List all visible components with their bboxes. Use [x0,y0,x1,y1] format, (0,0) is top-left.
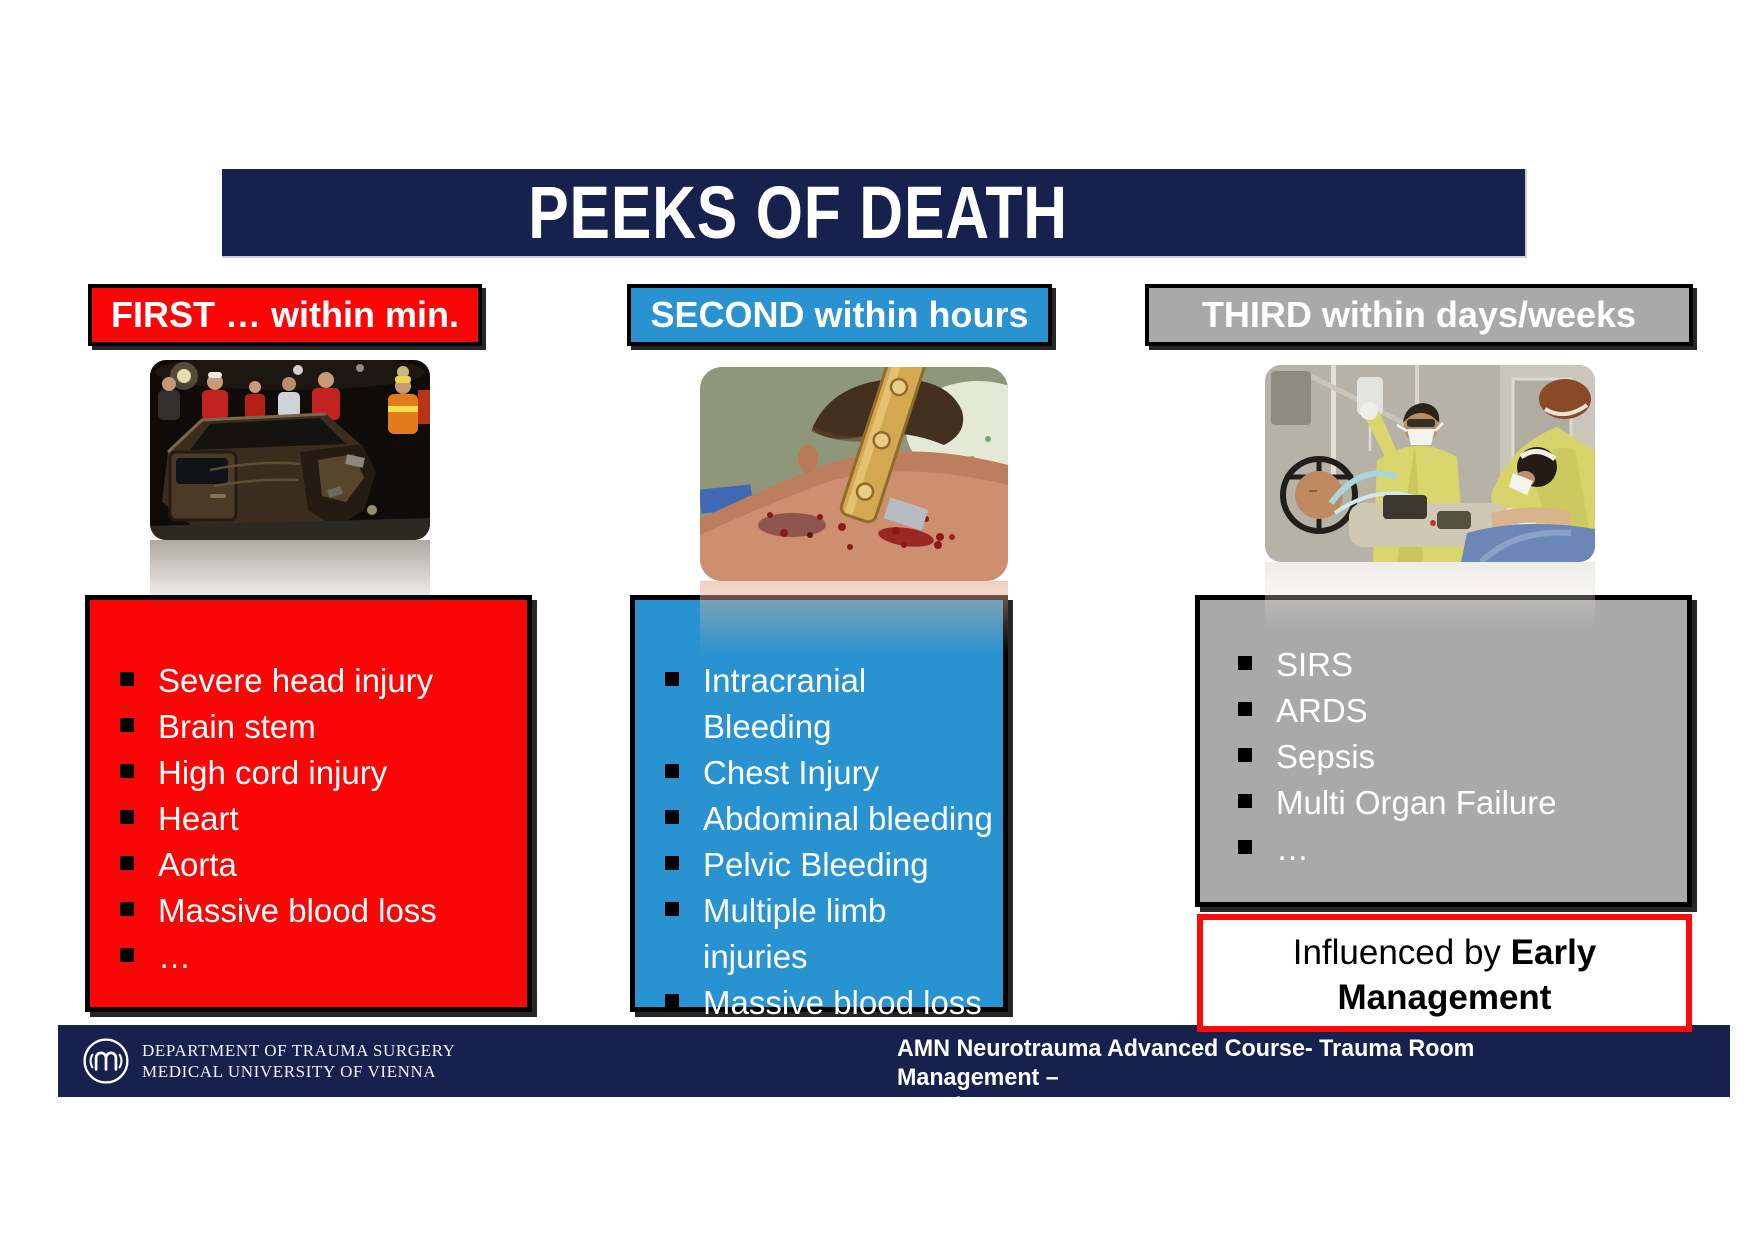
bullet-square-icon [120,902,134,916]
third-peak-list [1200,600,1687,872]
header-second-peak-label: SECOND within hours [650,294,1029,335]
first-peak-list [90,600,527,980]
bullet-square-icon [120,718,134,732]
department-label [142,1040,456,1082]
bullet-square-icon [120,672,134,686]
list-item [120,704,517,750]
bullet-square-icon [1238,794,1252,808]
list-item [120,842,517,888]
influenced-note-bold: Early Management [1337,933,1597,1017]
header-first-peak-label: FIRST … within min. [111,294,459,335]
header-first-peak [88,284,482,346]
car-crash-scene [150,360,430,540]
bullet-square-icon [120,856,134,870]
bullet-square-icon [1238,748,1252,762]
header-second-peak [627,284,1052,346]
list-item [1238,642,1677,688]
course-line-1: AMN Neurotrauma Advanced Course- Trauma Room Management – [897,1035,1475,1091]
department-line-1: DEPARTMENT OF TRAUMA SURGERY [142,1041,456,1060]
list-item [665,888,993,980]
bullet-square-icon [1238,840,1252,854]
bullet-square-icon [665,902,679,916]
list-item-text: Abdominal bleeding [703,800,993,837]
list-item-text: Chest Injury [703,754,880,791]
second-peak-list [635,600,1003,1072]
list-item-text: Multi Organ Failure [1276,784,1557,821]
list-item-text: Massive blood loss [703,984,982,1021]
list-item [1238,734,1677,780]
image-reflection [1265,562,1595,628]
image-reflection [150,540,430,612]
list-item [1238,780,1677,826]
list-item [665,658,993,750]
car-crash-image [150,360,430,540]
list-item [120,888,517,934]
bullet-square-icon [120,764,134,778]
bullet-square-icon [1238,702,1252,716]
bullet-square-icon [665,994,679,1008]
list-item [665,750,993,796]
list-item-text: Aorta [158,846,237,883]
icu-patient-image [1265,365,1595,562]
icu-scene [1265,365,1595,562]
list-item [665,796,993,842]
list-item-text: ARDS [1276,692,1368,729]
slide-title: PEEKS OF DEATH [528,171,1069,254]
list-item-text: Sepsis [1276,738,1376,775]
title-bar [222,169,1527,258]
bullet-square-icon [665,856,679,870]
list-item [665,980,993,1026]
bullet-square-icon [665,764,679,778]
course-line-2: Hanoi, 2025 [897,1093,1027,1120]
list-item-text: Severe head injury [158,662,434,699]
list-item [120,934,517,980]
neck-injury-scene [700,367,1008,581]
list-item-text: Intracranial Bleeding [703,662,867,745]
list-item [665,842,993,888]
list-item [1238,688,1677,734]
third-peak-box [1195,595,1692,907]
list-item [1238,826,1677,872]
neck-stab-wound-image [700,367,1008,581]
list-item [120,750,517,796]
list-item-text: Multiple limb injuries [703,892,887,975]
list-item-text: … [1276,830,1309,867]
header-third-peak [1145,284,1693,346]
list-item-text: Massive blood loss [158,892,437,929]
list-item [120,658,517,704]
list-item-text: Heart [158,800,239,837]
list-item-text: High cord injury [158,754,388,791]
department-line-2: MEDICAL UNIVERSITY OF VIENNA [142,1062,437,1081]
list-item-text: Pelvic Bleeding [703,846,929,883]
list-item-text: Brain stem [158,708,316,745]
bullet-square-icon [665,672,679,686]
bullet-square-icon [120,810,134,824]
header-third-peak-label: THIRD within days/weeks [1201,294,1637,335]
bullet-square-icon [120,948,134,962]
bullet-square-icon [1238,656,1252,670]
list-item-text: SIRS [1276,646,1354,683]
list-item [120,796,517,842]
first-peak-box [85,595,532,1012]
course-label [897,1034,1518,1121]
image-reflection [700,581,1008,655]
influenced-note [1197,914,1692,1032]
second-peak-box [630,595,1008,1021]
medical-university-vienna-logo [82,1037,130,1085]
bullet-square-icon [665,810,679,824]
list-item-text: … [158,938,191,975]
influenced-note-prefix: Influenced by [1292,933,1511,972]
footer-bar [58,1025,1730,1120]
